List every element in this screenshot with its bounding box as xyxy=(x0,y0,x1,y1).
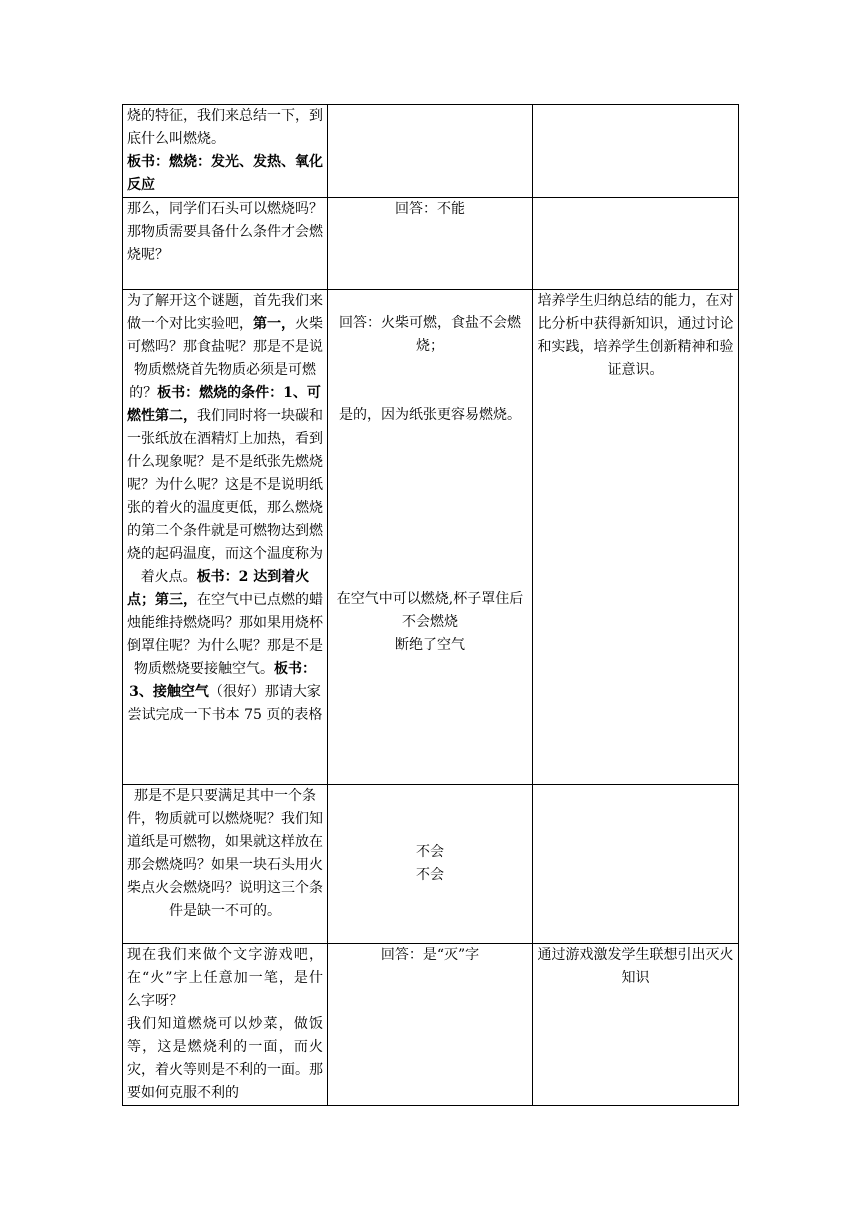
step-label: 第二， xyxy=(155,408,197,424)
cell-text: 不会 xyxy=(416,844,444,860)
teacher-activity-cell xyxy=(123,944,328,1106)
cell-text: 回答：不能 xyxy=(395,201,465,217)
board-note: 板书：燃烧：发光、发热、氧化反应 xyxy=(127,154,323,193)
cell-text: 培养学生归纳总结的能力，在对比分析中获得新知识，通过讨论和实践，培养学生创新精神和验证意识。 xyxy=(537,293,734,378)
cell-text: 是的，因为纸张更容易燃烧。 xyxy=(339,407,521,423)
cell-text: 那是不是只要满足其中一个条件，物质就可以燃烧呢？我们知道纸是可燃物，如果就这样放在那会燃烧吗？如果一块石头用火柴点火会燃烧吗？说明这三个条件是缺一不可的。 xyxy=(127,788,323,919)
cell-text: 断绝了空气 xyxy=(395,637,465,653)
cell-text: 不会 xyxy=(416,867,444,883)
student-activity-cell xyxy=(328,785,533,944)
board-note: 板书：3、接触空气 xyxy=(129,661,316,700)
cell-text: 通过游戏激发学生联想引出灭火知识 xyxy=(537,947,734,986)
step-label: 第一， xyxy=(253,316,295,332)
student-activity-cell xyxy=(328,290,533,785)
cell-text: 我们知道燃烧可以炒菜，做饭等，这是燃烧利的一面，而火灾，着火等则是不利的一面。那要如何克服不利的 xyxy=(127,1016,323,1101)
table-row xyxy=(123,105,739,198)
teacher-activity-cell xyxy=(123,785,328,944)
table-row xyxy=(123,290,739,785)
cell-text: 在空气中已点燃的蜡烛能维持燃烧吗？那如果用烧杯倒罩住呢？为什么呢？那是不是物质燃烧要接触空气。 xyxy=(127,592,323,677)
cell-text: 火柴可燃吗？那食盐呢？那是不是说物质燃烧首先物质必须是可燃的？ xyxy=(127,316,323,401)
cell-text: 那物质需要具备什么条件才会燃烧呢？ xyxy=(127,224,323,263)
table-row xyxy=(123,785,739,944)
board-note: 板书：燃烧的条件：1、可燃性 xyxy=(127,385,321,424)
cell-text: 我们同时将一块碳和一张纸放在酒精灯上加热，看到什么现象呢？是不是纸张先燃烧呢？为什么呢？这是不是说明纸张的着火的温度更低，那么燃烧的第二个条件就是可燃物达到燃烧的起码温度，而这个温度称为着火点。 xyxy=(127,408,323,585)
teacher-activity-cell xyxy=(123,105,328,198)
board-note: 板书：2 达到着火点； xyxy=(127,569,310,608)
student-activity-cell xyxy=(328,198,533,290)
lesson-plan-table xyxy=(122,104,739,1106)
teacher-activity-cell xyxy=(123,198,328,290)
cell-text: 在空气中可以燃烧,杯子罩住后不会燃烧 xyxy=(336,591,524,630)
cell-text: 回答：火柴可燃，食盐不会燃烧； xyxy=(339,315,521,354)
cell-text: 那么，同学们石头可以燃烧吗？ xyxy=(127,201,323,217)
design-intent-cell xyxy=(533,785,739,944)
design-intent-cell xyxy=(533,198,739,290)
design-intent-cell xyxy=(533,944,739,1106)
cell-text: 烧的特征，我们来总结一下，到底什么叫燃烧。 xyxy=(127,108,323,147)
teacher-activity-cell xyxy=(123,290,328,785)
cell-text: 回答：是“灭”字 xyxy=(380,947,480,963)
student-activity-cell xyxy=(328,944,533,1106)
student-activity-cell xyxy=(328,105,533,198)
table-row xyxy=(123,944,739,1106)
design-intent-cell xyxy=(533,290,739,785)
step-label: 第三， xyxy=(155,592,197,608)
design-intent-cell xyxy=(533,105,739,198)
cell-text: 现在我们来做个文字游戏吧，在“火”字上任意加一笔，是什么字呀？ xyxy=(127,947,323,1009)
cell-text xyxy=(127,290,323,727)
table-row xyxy=(123,198,739,290)
cell-text: 为了解开这个谜题，首先我们来做一个对比实验吧， xyxy=(127,293,323,332)
cell-text: （很好）那请大家尝试完成一下书本 75 页的表格 xyxy=(127,684,323,723)
